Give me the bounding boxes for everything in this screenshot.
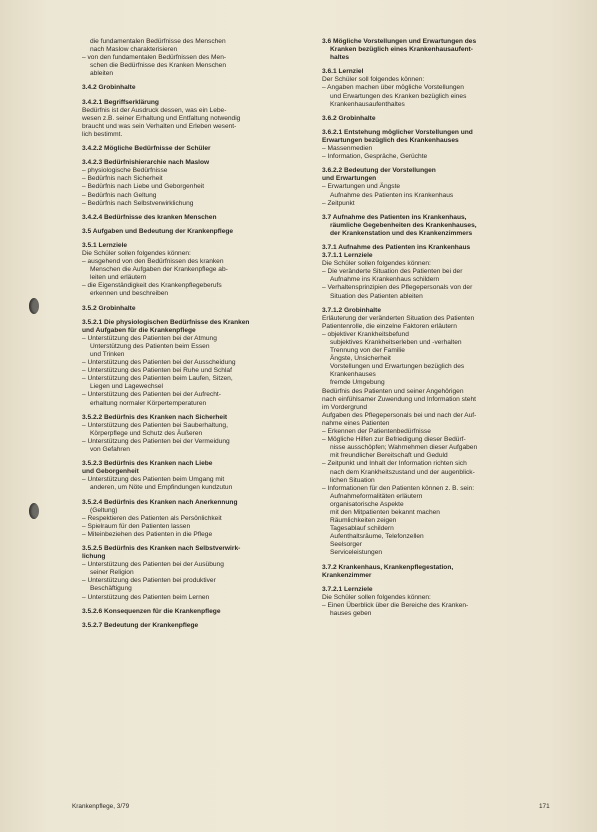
section-heading: Krankenzimmer — [322, 571, 372, 579]
text-line: Räumlichkeiten zeigen — [330, 517, 397, 525]
text-line: wesen z.B. seiner Erhaltung und Entfaltung notwendig — [82, 114, 241, 122]
text-line: – Unterstützung des Patienten bei der Aufrecht- — [82, 391, 221, 399]
section-heading: Kranken bezüglich eines Krankenhausaufent- — [330, 46, 473, 54]
section-heading: 3.5.2 Grobinhalte — [82, 304, 136, 312]
section-heading: 3.6 Mögliche Vorstellungen und Erwartungen des — [322, 38, 477, 45]
text-line: – Massenmedien — [322, 145, 373, 153]
text-line: Ängste, Unsicherheit — [330, 355, 391, 363]
text-line: nahme eines Patienten — [322, 419, 390, 427]
text-line: – Unterstützung des Patienten bei produktiver — [82, 577, 216, 585]
section-heading: 3.5.1 Lernziele — [82, 241, 128, 249]
text-line: Die Schüler sollen folgendes können: — [82, 249, 191, 257]
text-line: Vorstellungen und Erwartungen bezüglich des — [330, 363, 465, 371]
text-line: anderen, um Nöte und Empfindungen kundzutun — [90, 484, 233, 492]
text-line: Bedürfnis des Patienten und seiner Angehörigen — [322, 387, 464, 395]
text-line: fremde Umgebung — [330, 379, 385, 387]
text-line: braucht und was sein Verhalten und Erleben wesent- — [82, 122, 237, 130]
text-line: leiten und erläutern — [90, 274, 147, 282]
text-line: – Spielraum für den Patienten lassen — [82, 522, 191, 530]
text-line: Liegen und Lagewechsel — [90, 383, 163, 391]
text-line: Erläuterung der veränderten Situation des Patienten — [322, 314, 475, 322]
text-line: Aufnahmeformalitäten erläutern — [330, 492, 423, 500]
text-line: schen die Bedürfnisse des Kranken Menschen — [90, 62, 226, 70]
section-heading: der Krankenstation und des Krankenzimmers — [330, 229, 473, 237]
section-heading: und Erwartungen — [322, 175, 377, 183]
text-line: – Miteinbeziehen des Patienten in die Pflege — [82, 530, 213, 538]
section-heading: 3.5.2.5 Bedürfnis des Kranken nach Selbstverwirk- — [82, 544, 241, 552]
section-heading: haltes — [330, 54, 350, 62]
text-line: – Unterstützung des Patienten bei der Vermeidung — [82, 437, 230, 445]
text-line: Trennung von der Familie — [330, 347, 405, 355]
text-line: – Die veränderte Situation des Patienten bei der — [322, 268, 463, 276]
text-line: – Unterstützung des Patienten bei der Atmung — [82, 334, 217, 342]
text-line: hauses geben — [330, 610, 372, 617]
section-heading: 3.6.2.1 Entstehung möglicher Vorstellungen und — [322, 128, 473, 136]
right-column — [322, 38, 550, 618]
text-line: subjektives Krankheitserleben und -verhalten — [330, 339, 462, 346]
text-line: Aufenthaltsräume, Telefonzellen — [330, 533, 424, 541]
text-line: – Bedürfnis nach Sicherheit — [82, 175, 163, 183]
text-line: ableiten — [90, 70, 114, 78]
section-heading: 3.4.2.2 Mögliche Bedürfnisse der Schüler — [82, 145, 211, 153]
text-line: Der Schüler soll folgendes können: — [322, 76, 425, 84]
section-heading: 3.4.2 Grobinhalte — [82, 84, 136, 92]
text-line: Die Schüler sollen folgendes können: — [322, 593, 431, 601]
text-line: Situation des Patienten ableiten — [330, 292, 423, 300]
text-line: – Informationen für den Patienten können z. B. sein: — [322, 484, 475, 492]
section-heading: 3.6.2 Grobinhalte — [322, 114, 376, 122]
section-heading: 3.5 Aufgaben und Bedeutung der Krankenpflege — [82, 227, 234, 235]
text-line: – Zeitpunkt — [322, 199, 355, 207]
text-line: nisse ausschöpfen; Wahrnehmen dieser Aufgaben — [330, 444, 478, 452]
punch-hole — [29, 298, 39, 314]
section-heading: 3.7.2 Krankenhaus, Krankenpflegestation, — [322, 563, 454, 571]
text-line: nach Maslow charakterisieren — [90, 46, 178, 54]
text-line: – Angaben machen über mögliche Vorstellungen — [322, 84, 464, 92]
text-line: und Erwartungen des Kranken bezüglich eines — [330, 92, 467, 100]
text-line: mit freundlicher Bereitschaft und Geduld — [330, 452, 448, 460]
text-line: – Bedürfnis nach Geltung — [82, 191, 157, 199]
left-column — [82, 38, 308, 630]
text-line: Seelsorger — [330, 541, 362, 549]
text-line: – Erkennen der Patientenbedürfnisse — [322, 428, 431, 436]
section-heading: 3.4.2.4 Bedürfnisse des kranken Menschen — [82, 213, 217, 221]
text-line: nach dem Krankheitszustand und der augenblick- — [330, 468, 475, 476]
text-line: – Erwartungen und Ängste — [322, 183, 401, 191]
text-line: Krankenhauses — [330, 371, 376, 379]
text-line: Krankenhausaufenthaltes — [330, 100, 405, 108]
text-line: – Unterstützung des Patienten bei der Ausübung — [82, 561, 224, 569]
text-line: lichen Situation — [330, 476, 375, 484]
text-line: Tagesablauf schildern — [330, 525, 394, 533]
text-line: erkennen und beschreiben — [90, 290, 169, 298]
text-line: – Unterstützung des Patienten bei der Ausscheidung — [82, 359, 236, 367]
text-line: Aufnahme des Patienten ins Krankenhaus — [330, 191, 454, 199]
text-line: – Unterstützung des Patienten beim Umgang mit — [82, 476, 225, 484]
text-line: – Verhaltensprinzipien des Pflegepersonals von der — [322, 284, 473, 292]
text-line: nach einfühlsamer Zuwendung und Information steht — [322, 395, 476, 403]
text-line: Beschäftigung — [90, 585, 132, 593]
section-heading: Erwartungen bezüglich des Krankenhauses — [322, 136, 459, 144]
footer-source: Krankenpflege, 3/79 — [72, 803, 130, 810]
text-line: Die Schüler sollen folgendes können: — [322, 260, 431, 268]
text-line: organisatorische Aspekte — [330, 500, 404, 508]
section-heading: 3.5.2.2 Bedürfnis des Kranken nach Sicherheit — [82, 413, 228, 421]
section-heading: 3.5.2.4 Bedürfnis des Kranken nach Anerkennung — [82, 498, 238, 506]
section-heading: 3.4.2.3 Bedürfnishierarchie nach Maslow — [82, 159, 210, 167]
section-heading: 3.4.2.1 Begriffserklärung — [82, 98, 159, 106]
text-line: – die Eigenständigkeit des Krankenpflegeberufs — [82, 282, 222, 290]
text-line: – Unterstützung des Patienten beim Lernen — [82, 593, 210, 601]
section-heading: lichung — [82, 553, 106, 561]
text-line: (Geltung) — [90, 506, 118, 514]
text-line: – Respektieren des Patienten als Persönlichkeit — [82, 514, 222, 522]
section-heading: 3.5.2.6 Konsequenzen für die Krankenpflege — [82, 607, 221, 615]
text-line: – Zeitpunkt und Inhalt der Information richten sich — [322, 460, 467, 468]
text-line: – Mögliche Hilfen zur Befriedigung dieser Bedürf- — [322, 436, 466, 444]
text-line: Unterstützung des Patienten beim Essen — [90, 342, 210, 350]
page-number: 171 — [539, 803, 550, 810]
section-heading: 3.7 Aufnahme des Patienten ins Krankenhaus, — [322, 213, 467, 221]
text-line: im Vordergrund — [322, 403, 368, 411]
section-heading: 3.7.2.1 Lernziele — [322, 585, 373, 593]
section-heading: 3.5.2.7 Bedeutung der Krankenpflege — [82, 621, 199, 629]
text-line: – physiologische Bedürfnisse — [82, 167, 168, 175]
section-heading: räumliche Gegebenheiten des Krankenhauses, — [330, 221, 477, 229]
text-line: – ausgehend von den Bedürfnissen des kranken — [82, 258, 224, 266]
text-line: – Einen Überblick über die Bereiche des Kranken- — [322, 601, 469, 609]
text-line: – Information, Gespräche, Gerüchte — [322, 153, 428, 161]
text-line: erhaltung normaler Körpertemperaturen — [90, 399, 207, 407]
text-line: – von den fundamentalen Bedürfnissen des Men- — [82, 54, 227, 62]
text-line: Menschen die Aufgaben der Krankenpflege ab- — [90, 266, 228, 274]
text-line: – Unterstützung des Patienten bei Sauberhaltung, — [82, 421, 228, 429]
text-line: seiner Religion — [90, 569, 134, 577]
text-line: Serviceleistungen — [330, 549, 383, 557]
text-line: die fundamentalen Bedürfnisse des Menschen — [90, 38, 226, 45]
text-line: – objektiver Krankheitsbefund — [322, 330, 409, 338]
section-heading: 3.6.2.2 Bedeutung der Vorstellungen — [322, 167, 436, 175]
text-line: lich bestimmt. — [82, 130, 123, 138]
text-line: – Unterstützung des Patienten bei Ruhe und Schlaf — [82, 367, 232, 375]
punch-hole — [29, 503, 39, 519]
text-line: Patientenrolle, die einzelne Faktoren erläutern — [322, 322, 457, 330]
section-heading: 3.5.2.1 Die physiologischen Bedürfnisse des Kranken — [82, 318, 250, 326]
section-heading: 3.7.1.1 Lernziele — [322, 252, 373, 260]
section-heading: 3.7.1 Aufnahme des Patienten ins Krankenhaus — [322, 243, 471, 251]
text-line: von Gefahren — [90, 446, 130, 454]
text-line: – Bedürfnis nach Liebe und Geborgenheit — [82, 183, 205, 191]
text-line: und Trinken — [90, 351, 125, 358]
section-heading: 3.6.1 Lernziel — [322, 68, 364, 76]
text-line: Bedürfnis ist der Ausdruck dessen, was ein Lebe- — [82, 106, 227, 114]
text-line: Aufnahme ins Krankenhaus schildern — [330, 276, 440, 284]
text-line: Aufgaben des Pflegepersonals bei und nach der Auf- — [322, 411, 477, 419]
section-heading: und Aufgaben für die Krankenpflege — [82, 326, 196, 334]
section-heading: und Geborgenheit — [82, 468, 139, 476]
section-heading: 3.7.1.2 Grobinhalte — [322, 306, 381, 314]
text-line: Körperpflege und Schutz des Äußeren — [90, 429, 203, 437]
section-heading: 3.5.2.3 Bedürfnis des Kranken nach Liebe — [82, 460, 213, 468]
text-line: – Bedürfnis nach Selbstverwirklichung — [82, 199, 194, 207]
text-line: – Unterstützung des Patienten beim Laufen, Sitzen, — [82, 375, 233, 383]
text-line: mit den Mitpatienten bekannt machen — [330, 508, 440, 516]
